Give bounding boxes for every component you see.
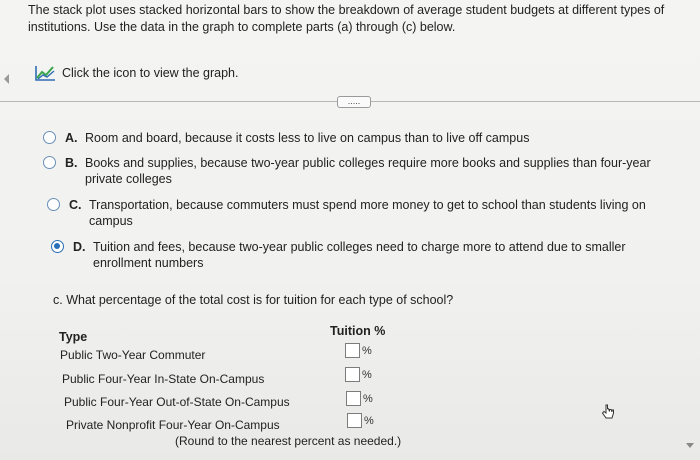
type-column-header: Type (59, 330, 88, 344)
option-d-text: Tuition and fees, because two-year public colleges need to charge more to attend due to smaller enrollment numbers (93, 240, 626, 270)
collapse-arrow-icon[interactable] (4, 74, 9, 84)
option-d[interactable] (51, 239, 651, 271)
option-c-letter: C. (69, 198, 82, 212)
part-c-prompt: c. What percentage of the total cost is for tuition for each type of school? (53, 293, 454, 307)
option-c-radio[interactable] (47, 198, 60, 211)
row-label-private-nonprofit-four-year: Private Nonprofit Four-Year On-Campus (66, 418, 280, 432)
option-b-letter: B. (65, 156, 78, 170)
percent-unit: % (364, 414, 374, 427)
percent-unit: % (362, 368, 372, 381)
option-b-text: Books and supplies, because two-year public colleges require more books and supplies than four-year private colleges (85, 156, 651, 186)
row-label-public-four-year-out-of-state: Public Four-Year Out-of-State On-Campus (64, 395, 290, 409)
option-b-radio[interactable] (43, 156, 56, 169)
graph-icon[interactable] (34, 64, 56, 82)
option-c-text: Transportation, because commuters must spend more money to get to school than students living on campus (89, 198, 646, 228)
option-a-letter: A. (65, 131, 78, 145)
question-intro: The stack plot uses stacked horizontal bars to show the breakdown of average student budgets at different types of institutions. Use the data in the graph to complete parts (a) through (c) below. (28, 3, 665, 34)
view-graph-label[interactable]: Click the icon to view the graph. (62, 66, 239, 80)
row-label-public-four-year-in-state: Public Four-Year In-State On-Campus (62, 372, 265, 386)
option-d-radio[interactable] (51, 240, 64, 253)
tuition-input-public-two-year[interactable] (345, 343, 360, 358)
option-d-letter: D. (73, 240, 86, 254)
tuition-input-public-four-year-in-state[interactable] (345, 367, 360, 382)
answer-public-four-year-in-state (345, 367, 372, 382)
option-a-radio[interactable] (43, 131, 56, 144)
option-a-text: Room and board, because it costs less to live on campus than to live off campus (85, 131, 530, 145)
answer-public-four-year-out-of-state (346, 391, 373, 406)
view-graph-link[interactable] (34, 64, 238, 82)
option-a[interactable] (43, 130, 663, 146)
hand-cursor-icon (601, 404, 615, 422)
answer-private-nonprofit-four-year (347, 413, 374, 428)
expand-more-button[interactable]: ..... (337, 96, 371, 108)
row-label-public-two-year: Public Two-Year Commuter (60, 348, 206, 362)
percent-unit: % (362, 344, 372, 357)
percent-unit: % (363, 392, 373, 405)
tuition-input-private-nonprofit-four-year[interactable] (347, 413, 362, 428)
tuition-input-public-four-year-out-of-state[interactable] (346, 391, 361, 406)
rounding-note: (Round to the nearest percent as needed.) (175, 434, 402, 448)
option-c[interactable] (47, 197, 665, 229)
answer-public-two-year (345, 343, 372, 358)
option-b[interactable] (43, 155, 663, 187)
scroll-down-arrow-icon[interactable] (686, 443, 694, 448)
tuition-column-header: Tuition % (330, 324, 386, 338)
